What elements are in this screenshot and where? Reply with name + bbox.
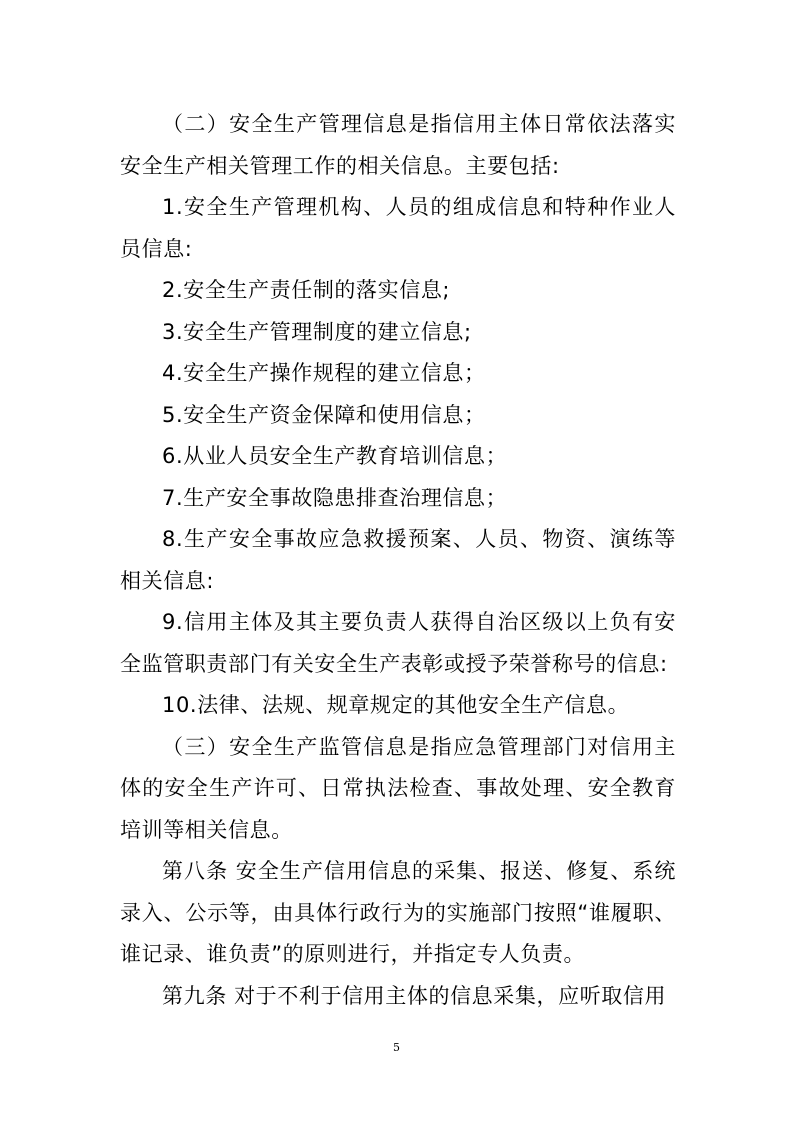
list-item-2: 2.安全生产责任制的落实信息; — [162, 278, 451, 302]
list-item-3: 3.安全生产管理制度的建立信息; — [162, 319, 472, 344]
document-body — [120, 104, 676, 1017]
article-8: 第八条 安全生产信用信息的采集、报送、修复、系统录入、公示等，由具体行政行为的实施部门按照“谁履职、谁记录、谁负责”的原则进行，并指定专人负责。 — [120, 859, 676, 966]
paragraph-safety-management-info: （二）安全生产管理信息是指信用主体日常依法落实安全生产相关管理工作的相关信息。主要包括: — [120, 112, 676, 178]
list-item-7: 7.生产安全事故隐患排查治理信息； — [162, 485, 508, 510]
list-item-5: 5.安全生产资金保障和使用信息； — [162, 402, 486, 427]
list-item-8: 8.生产安全事故应急救援预案、人员、物资、演练等相关信息: — [120, 527, 676, 593]
page-number: 5 — [393, 1041, 400, 1054]
list-item-4: 4.安全生产操作规程的建立信息； — [162, 361, 486, 385]
article-9: 第九条 对于不利于信用主体的信息采集，应听取信用 — [162, 983, 667, 1008]
paragraph-supervision-info: （三）安全生产监管信息是指应急管理部门对信用主体的安全生产许可、日常执法检查、事故处理、安全教育培训等相关信息。 — [120, 734, 676, 842]
list-item-9: 9.信用主体及其主要负责人获得自治区级以上负有安全监管职责部门有关安全生产表彰或授予荣誉称号的信息: — [120, 610, 676, 676]
list-item-1: 1.安全生产管理机构、人员的组成信息和特种作业人员信息: — [120, 195, 676, 261]
list-item-10: 10.法律、法规、规章规定的其他安全生产信息。 — [162, 693, 630, 717]
list-item-6: 6.从业人员安全生产教育培训信息； — [162, 444, 508, 468]
